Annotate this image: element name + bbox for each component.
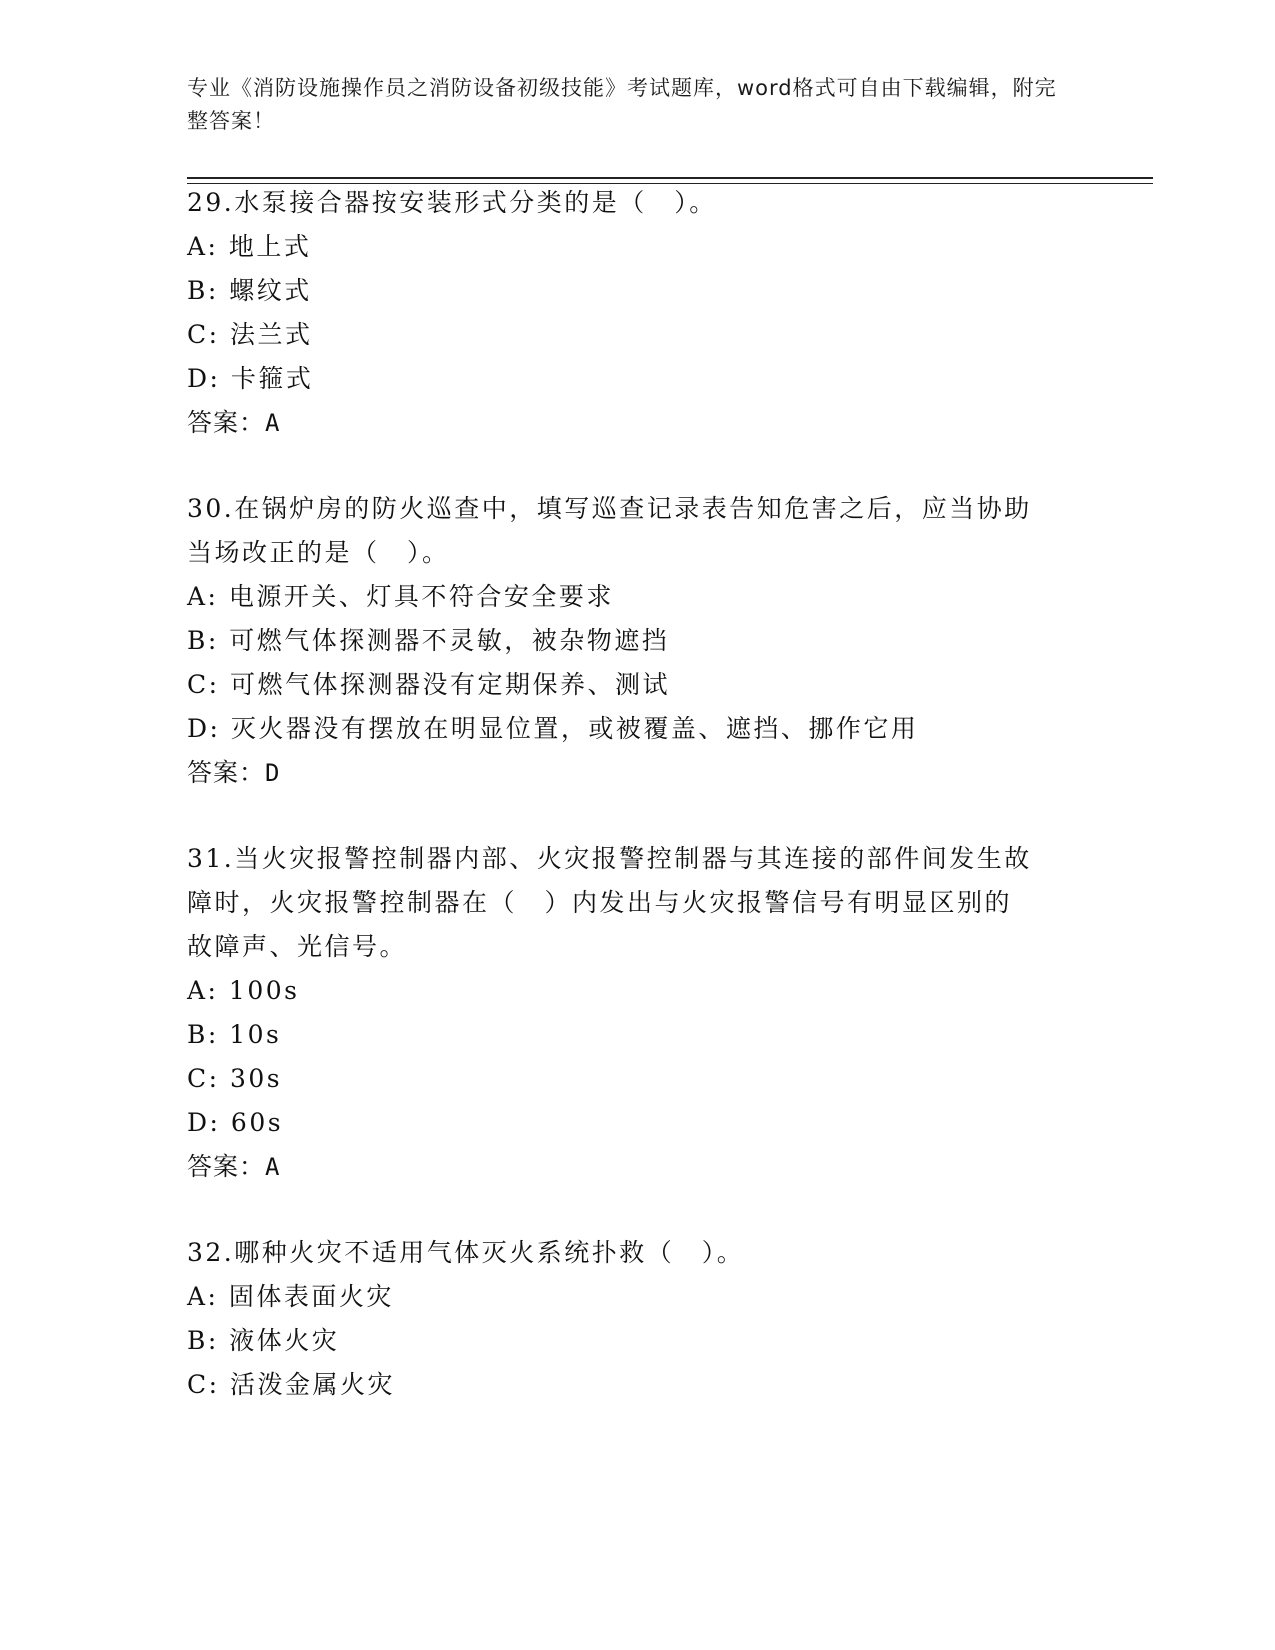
question-30-option-c: C: 可燃气体探测器没有定期保养、测试: [187, 670, 670, 699]
answer-value: A: [265, 409, 281, 437]
answer-value: D: [265, 759, 281, 787]
question-32-option-b: B: 液体火灾: [187, 1326, 340, 1355]
question-31-answer: [187, 1144, 280, 1190]
question-29-option-b: B: 螺纹式: [187, 276, 312, 305]
question-29-option-d: D: 卡箍式: [187, 364, 314, 393]
page-header: 专业《消防设施操作员之消防设备初级技能》考试题库，word格式可自由下载编辑，附完整答案！: [187, 76, 1057, 133]
question-31-option-c: C: 30s: [187, 1064, 283, 1093]
question-29-stem-line-1: 29.水泵接合器按安装形式分类的是（ ）。: [187, 188, 717, 217]
question-30-option-b: B: 可燃气体探测器不灵敏，被杂物遮挡: [187, 626, 670, 655]
question-30-stem-line-2: 当场改正的是（ ）。: [187, 538, 450, 567]
question-30-option-a: A: 电源开关、灯具不符合安全要求: [187, 582, 614, 611]
question-31-stem-line-1: 31.当火灾报警控制器内部、火灾报警控制器与其连接的部件间发生故: [187, 844, 1032, 873]
answer-value: A: [265, 1153, 281, 1181]
question-30-stem-line-1: 30.在锅炉房的防火巡查中，填写巡查记录表告知危害之后，应当协助: [187, 494, 1032, 523]
question-31-stem-line-3: 故障声、光信号。: [187, 932, 408, 961]
question-31-option-d: D: 60s: [187, 1108, 284, 1137]
question-30-answer: [187, 750, 280, 796]
question-32-stem-line-1: 32.哪种火灾不适用气体灭火系统扑救（ ）。: [187, 1238, 745, 1267]
question-31-option-b: B: 10s: [187, 1020, 282, 1049]
question-31-stem-line-2: 障时，火灾报警控制器在（ ）内发出与火灾报警信号有明显区别的: [187, 888, 1013, 917]
question-31-option-a: A: 100s: [187, 976, 300, 1005]
answer-label: 答案：: [187, 758, 266, 787]
answer-label: 答案：: [187, 1152, 266, 1181]
answer-label: 答案：: [187, 408, 266, 437]
question-29-answer: [187, 400, 280, 446]
question-30-option-d: D: 灭火器没有摆放在明显位置，或被覆盖、遮挡、挪作它用: [187, 714, 919, 743]
question-32-option-a: A: 固体表面火灾: [187, 1282, 394, 1311]
question-29-option-a: A: 地上式: [187, 232, 312, 261]
question-32-option-c: C: 活泼金属火灾: [187, 1370, 395, 1399]
question-29-option-c: C: 法兰式: [187, 320, 313, 349]
